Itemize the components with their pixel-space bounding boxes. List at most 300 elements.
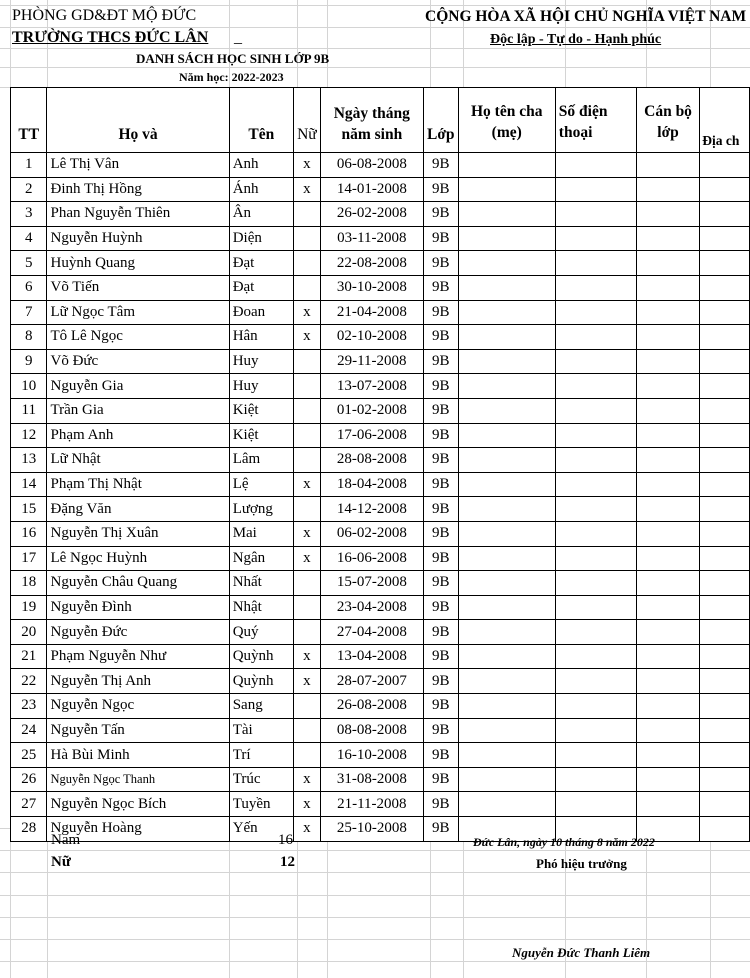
cell-tt[interactable]: 23 xyxy=(11,694,47,719)
cell-nu[interactable]: x xyxy=(294,767,321,792)
cell-lop[interactable]: 9B xyxy=(423,448,458,473)
cell-dob[interactable]: 25-10-2008 xyxy=(320,817,423,842)
cell-nu[interactable] xyxy=(294,595,321,620)
cell-addr[interactable] xyxy=(700,177,750,202)
cell-nu[interactable] xyxy=(294,226,321,251)
cell-cadre[interactable] xyxy=(636,153,699,178)
cell-dob[interactable]: 28-07-2007 xyxy=(320,669,423,694)
cell-lop[interactable]: 9B xyxy=(423,595,458,620)
cell-cadre[interactable] xyxy=(636,644,699,669)
cell-nu[interactable] xyxy=(294,423,321,448)
cell-lop[interactable]: 9B xyxy=(423,792,458,817)
cell-lop[interactable]: 9B xyxy=(423,644,458,669)
cell-tt[interactable]: 17 xyxy=(11,546,47,571)
cell-dob[interactable]: 03-11-2008 xyxy=(320,226,423,251)
cell-nu[interactable]: x xyxy=(294,177,321,202)
cell-tt[interactable]: 14 xyxy=(11,472,47,497)
cell-parent[interactable] xyxy=(458,718,555,743)
cell-ten[interactable]: Trí xyxy=(229,743,293,768)
cell-dob[interactable]: 21-11-2008 xyxy=(320,792,423,817)
cell-parent[interactable] xyxy=(458,275,555,300)
cell-addr[interactable] xyxy=(700,226,750,251)
cell-cadre[interactable] xyxy=(636,718,699,743)
cell-cadre[interactable] xyxy=(636,571,699,596)
cell-addr[interactable] xyxy=(700,275,750,300)
cell-nu[interactable] xyxy=(294,694,321,719)
cell-parent[interactable] xyxy=(458,767,555,792)
cell-nu[interactable] xyxy=(294,620,321,645)
cell-cadre[interactable] xyxy=(636,448,699,473)
cell-phone[interactable] xyxy=(555,153,636,178)
cell-phone[interactable] xyxy=(555,644,636,669)
cell-ten[interactable]: Nhật xyxy=(229,595,293,620)
cell-cadre[interactable] xyxy=(636,743,699,768)
cell-parent[interactable] xyxy=(458,374,555,399)
cell-tt[interactable]: 19 xyxy=(11,595,47,620)
cell-ten[interactable]: Quý xyxy=(229,620,293,645)
cell-ten[interactable]: Quỳnh xyxy=(229,669,293,694)
cell-parent[interactable] xyxy=(458,349,555,374)
summary-nam-count[interactable]: 16 xyxy=(278,832,293,848)
cell-parent[interactable] xyxy=(458,251,555,276)
cell-lop[interactable]: 9B xyxy=(423,398,458,423)
cell-lop[interactable]: 9B xyxy=(423,521,458,546)
cell-ten[interactable]: Yến xyxy=(229,817,293,842)
cell-nu[interactable] xyxy=(294,251,321,276)
cell-ho[interactable]: Lê Ngọc Huỳnh xyxy=(47,546,229,571)
cell-dob[interactable]: 30-10-2008 xyxy=(320,275,423,300)
cell-tt[interactable]: 16 xyxy=(11,521,47,546)
cell-cadre[interactable] xyxy=(636,300,699,325)
cell-dob[interactable]: 17-06-2008 xyxy=(320,423,423,448)
cell-ho[interactable]: Phạm Thị Nhật xyxy=(47,472,229,497)
cell-parent[interactable] xyxy=(458,620,555,645)
cell-lop[interactable]: 9B xyxy=(423,571,458,596)
cell-dob[interactable]: 13-04-2008 xyxy=(320,644,423,669)
cell-cadre[interactable] xyxy=(636,398,699,423)
cell-ten[interactable]: Lượng xyxy=(229,497,293,522)
cell-parent[interactable] xyxy=(458,472,555,497)
cell-phone[interactable] xyxy=(555,275,636,300)
cell-addr[interactable] xyxy=(700,620,750,645)
col-header-cadre[interactable] xyxy=(636,88,699,153)
cell-addr[interactable] xyxy=(700,251,750,276)
school-name[interactable]: TRƯỜNG THCS ĐỨC LÂN xyxy=(12,29,209,46)
cell-parent[interactable] xyxy=(458,571,555,596)
cell-ten[interactable]: Tuyền xyxy=(229,792,293,817)
cell-lop[interactable]: 9B xyxy=(423,620,458,645)
cell-addr[interactable] xyxy=(700,153,750,178)
cell-lop[interactable]: 9B xyxy=(423,472,458,497)
cell-tt[interactable]: 6 xyxy=(11,275,47,300)
cell-ho[interactable]: Phan Nguyễn Thiên xyxy=(47,202,229,227)
cell-nu[interactable] xyxy=(294,448,321,473)
cell-cadre[interactable] xyxy=(636,669,699,694)
cell-dob[interactable]: 06-08-2008 xyxy=(320,153,423,178)
cell-ho[interactable]: Lữ Ngọc Tâm xyxy=(47,300,229,325)
cell-nu[interactable]: x xyxy=(294,153,321,178)
cell-dob[interactable]: 08-08-2008 xyxy=(320,718,423,743)
cell-ten[interactable]: Trúc xyxy=(229,767,293,792)
cell-dob[interactable]: 16-06-2008 xyxy=(320,546,423,571)
cell-tt[interactable]: 12 xyxy=(11,423,47,448)
cell-cadre[interactable] xyxy=(636,497,699,522)
cell-dob[interactable]: 13-07-2008 xyxy=(320,374,423,399)
cell-ten[interactable]: Anh xyxy=(229,153,293,178)
cell-tt[interactable]: 8 xyxy=(11,325,47,350)
col-header-ten[interactable]: Tên xyxy=(229,88,293,153)
cell-addr[interactable] xyxy=(700,521,750,546)
cell-nu[interactable] xyxy=(294,349,321,374)
cell-ho[interactable]: Hà Bùi Minh xyxy=(47,743,229,768)
cell-phone[interactable] xyxy=(555,251,636,276)
cell-tt[interactable]: 9 xyxy=(11,349,47,374)
cell-phone[interactable] xyxy=(555,300,636,325)
cell-lop[interactable]: 9B xyxy=(423,546,458,571)
cell-ho[interactable]: Nguyễn Đình xyxy=(47,595,229,620)
col-header-tt[interactable]: TT xyxy=(11,88,47,153)
cell-ho[interactable]: Tô Lê Ngọc xyxy=(47,325,229,350)
cell-ten[interactable]: Ngân xyxy=(229,546,293,571)
cell-cadre[interactable] xyxy=(636,694,699,719)
cell-dob[interactable]: 26-08-2008 xyxy=(320,694,423,719)
cell-nu[interactable] xyxy=(294,202,321,227)
cell-cadre[interactable] xyxy=(636,423,699,448)
col-header-phone[interactable] xyxy=(555,88,636,153)
cell-tt[interactable]: 4 xyxy=(11,226,47,251)
cell-cadre[interactable] xyxy=(636,374,699,399)
cell-cadre[interactable] xyxy=(636,349,699,374)
cell-phone[interactable] xyxy=(555,202,636,227)
summary-nu-count[interactable]: 12 xyxy=(280,854,295,870)
cell-parent[interactable] xyxy=(458,448,555,473)
cell-dob[interactable]: 01-02-2008 xyxy=(320,398,423,423)
cell-nu[interactable]: x xyxy=(294,521,321,546)
cell-ten[interactable]: Lệ xyxy=(229,472,293,497)
cell-tt[interactable]: 1 xyxy=(11,153,47,178)
cell-parent[interactable] xyxy=(458,423,555,448)
cell-tt[interactable]: 26 xyxy=(11,767,47,792)
cell-addr[interactable] xyxy=(700,792,750,817)
cell-lop[interactable]: 9B xyxy=(423,767,458,792)
cell-lop[interactable]: 9B xyxy=(423,743,458,768)
cell-nu[interactable] xyxy=(294,398,321,423)
cell-phone[interactable] xyxy=(555,325,636,350)
cell-ten[interactable]: Quỳnh xyxy=(229,644,293,669)
cell-lop[interactable]: 9B xyxy=(423,497,458,522)
cell-lop[interactable]: 9B xyxy=(423,177,458,202)
cell-ho[interactable]: Lữ Nhật xyxy=(47,448,229,473)
cell-ten[interactable]: Huy xyxy=(229,349,293,374)
cell-phone[interactable] xyxy=(555,669,636,694)
cell-parent[interactable] xyxy=(458,226,555,251)
cell-cadre[interactable] xyxy=(636,202,699,227)
cell-phone[interactable] xyxy=(555,423,636,448)
cell-addr[interactable] xyxy=(700,448,750,473)
cell-tt[interactable]: 28 xyxy=(11,817,47,842)
cell-dob[interactable]: 27-04-2008 xyxy=(320,620,423,645)
cell-dob[interactable]: 22-08-2008 xyxy=(320,251,423,276)
cell-phone[interactable] xyxy=(555,349,636,374)
cell-tt[interactable]: 24 xyxy=(11,718,47,743)
cell-phone[interactable] xyxy=(555,792,636,817)
cell-cadre[interactable] xyxy=(636,177,699,202)
cell-dob[interactable]: 02-10-2008 xyxy=(320,325,423,350)
cell-phone[interactable] xyxy=(555,546,636,571)
cell-tt[interactable]: 10 xyxy=(11,374,47,399)
cell-cadre[interactable] xyxy=(636,767,699,792)
school-year[interactable]: Năm học: 2022-2023 xyxy=(179,70,284,84)
cell-tt[interactable]: 5 xyxy=(11,251,47,276)
cell-parent[interactable] xyxy=(458,398,555,423)
cell-ten[interactable]: Tài xyxy=(229,718,293,743)
cell-cadre[interactable] xyxy=(636,546,699,571)
cell-ten[interactable]: Huy xyxy=(229,374,293,399)
cell-ho[interactable]: Trần Gia xyxy=(47,398,229,423)
cell-addr[interactable] xyxy=(700,398,750,423)
cell-cadre[interactable] xyxy=(636,620,699,645)
cell-ten[interactable]: Đạt xyxy=(229,251,293,276)
cell-nu[interactable] xyxy=(294,374,321,399)
cell-nu[interactable]: x xyxy=(294,817,321,842)
cell-addr[interactable] xyxy=(700,571,750,596)
cell-ho[interactable]: Võ Tiến xyxy=(47,275,229,300)
cell-tt[interactable]: 27 xyxy=(11,792,47,817)
cell-ho[interactable]: Nguyễn Đức xyxy=(47,620,229,645)
cell-addr[interactable] xyxy=(700,817,750,842)
cell-lop[interactable]: 9B xyxy=(423,374,458,399)
cell-phone[interactable] xyxy=(555,472,636,497)
cell-cadre[interactable] xyxy=(636,521,699,546)
cell-nu[interactable]: x xyxy=(294,669,321,694)
cell-addr[interactable] xyxy=(700,546,750,571)
cell-parent[interactable] xyxy=(458,546,555,571)
cell-ho[interactable]: Lê Thị Vân xyxy=(47,153,229,178)
cell-addr[interactable] xyxy=(700,644,750,669)
cell-ho[interactable]: Nguyễn Huỳnh xyxy=(47,226,229,251)
cell-dob[interactable]: 28-08-2008 xyxy=(320,448,423,473)
cell-lop[interactable]: 9B xyxy=(423,349,458,374)
col-header-ho[interactable]: Họ và xyxy=(47,88,229,153)
cell-ten[interactable]: Đạt xyxy=(229,275,293,300)
cell-phone[interactable] xyxy=(555,694,636,719)
cell-dob[interactable]: 16-10-2008 xyxy=(320,743,423,768)
col-header-parent[interactable] xyxy=(458,88,555,153)
cell-tt[interactable]: 21 xyxy=(11,644,47,669)
cell-parent[interactable] xyxy=(458,694,555,719)
cell-phone[interactable] xyxy=(555,743,636,768)
cell-addr[interactable] xyxy=(700,423,750,448)
cell-ho[interactable]: Đinh Thị Hồng xyxy=(47,177,229,202)
cell-lop[interactable]: 9B xyxy=(423,202,458,227)
cell-ten[interactable]: Kiệt xyxy=(229,423,293,448)
signature-role[interactable]: Phó hiệu trưởng xyxy=(536,856,627,871)
cell-phone[interactable] xyxy=(555,521,636,546)
cell-ten[interactable]: Ân xyxy=(229,202,293,227)
cell-lop[interactable]: 9B xyxy=(423,423,458,448)
cell-lop[interactable]: 9B xyxy=(423,669,458,694)
cell-lop[interactable]: 9B xyxy=(423,153,458,178)
cell-phone[interactable] xyxy=(555,767,636,792)
cell-cadre[interactable] xyxy=(636,275,699,300)
cell-nu[interactable]: x xyxy=(294,792,321,817)
cell-tt[interactable]: 22 xyxy=(11,669,47,694)
cell-ho[interactable]: Phạm Anh xyxy=(47,423,229,448)
cell-tt[interactable]: 2 xyxy=(11,177,47,202)
cell-cadre[interactable] xyxy=(636,325,699,350)
cell-tt[interactable]: 18 xyxy=(11,571,47,596)
cell-ten[interactable]: Đoan xyxy=(229,300,293,325)
cell-parent[interactable] xyxy=(458,325,555,350)
cell-parent[interactable] xyxy=(458,153,555,178)
cell-nu[interactable] xyxy=(294,743,321,768)
cell-ho[interactable]: Nguyễn Tấn xyxy=(47,718,229,743)
cell-addr[interactable] xyxy=(700,694,750,719)
cell-lop[interactable]: 9B xyxy=(423,275,458,300)
cell-dob[interactable]: 14-01-2008 xyxy=(320,177,423,202)
signature-date[interactable]: Đức Lân, ngày 10 tháng 8 năm 2022 xyxy=(473,835,655,849)
cell-ten[interactable]: Sang xyxy=(229,694,293,719)
cell-dob[interactable]: 18-04-2008 xyxy=(320,472,423,497)
cell-ten[interactable]: Ánh xyxy=(229,177,293,202)
cell-tt[interactable]: 11 xyxy=(11,398,47,423)
cell-addr[interactable] xyxy=(700,202,750,227)
cell-addr[interactable] xyxy=(700,767,750,792)
cell-ten[interactable]: Lâm xyxy=(229,448,293,473)
cell-ten[interactable]: Kiệt xyxy=(229,398,293,423)
cell-phone[interactable] xyxy=(555,226,636,251)
cell-parent[interactable] xyxy=(458,669,555,694)
cell-phone[interactable] xyxy=(555,374,636,399)
cell-dob[interactable]: 14-12-2008 xyxy=(320,497,423,522)
cell-phone[interactable] xyxy=(555,448,636,473)
cell-lop[interactable]: 9B xyxy=(423,817,458,842)
cell-dob[interactable]: 26-02-2008 xyxy=(320,202,423,227)
list-title[interactable]: DANH SÁCH HỌC SINH LỚP 9B xyxy=(136,51,330,66)
cell-phone[interactable] xyxy=(555,571,636,596)
cell-dob[interactable]: 15-07-2008 xyxy=(320,571,423,596)
cell-nu[interactable]: x xyxy=(294,472,321,497)
cell-ho[interactable]: Nguyễn Gia xyxy=(47,374,229,399)
cell-lop[interactable]: 9B xyxy=(423,718,458,743)
cell-addr[interactable] xyxy=(700,325,750,350)
cell-ho[interactable]: Nguyễn Châu Quang xyxy=(47,571,229,596)
cell-phone[interactable] xyxy=(555,398,636,423)
cell-ho[interactable]: Nguyễn Ngọc xyxy=(47,694,229,719)
cell-phone[interactable] xyxy=(555,177,636,202)
col-header-addr[interactable]: Địa ch xyxy=(700,88,750,153)
cell-ho[interactable]: Nguyễn Thị Xuân xyxy=(47,521,229,546)
cell-addr[interactable] xyxy=(700,300,750,325)
cell-parent[interactable] xyxy=(458,743,555,768)
cell-nu[interactable]: x xyxy=(294,300,321,325)
cell-nu[interactable] xyxy=(294,275,321,300)
cell-cadre[interactable] xyxy=(636,251,699,276)
country-name[interactable]: CỘNG HÒA XÃ HỘI CHỦ NGHĨA VIỆT NAM xyxy=(425,8,747,25)
cell-ho[interactable]: Phạm Nguyễn Như xyxy=(47,644,229,669)
col-header-lop[interactable]: Lớp xyxy=(423,88,458,153)
cell-parent[interactable] xyxy=(458,644,555,669)
cell-cadre[interactable] xyxy=(636,792,699,817)
cell-tt[interactable]: 20 xyxy=(11,620,47,645)
cell-parent[interactable] xyxy=(458,792,555,817)
cell-phone[interactable] xyxy=(555,595,636,620)
cell-tt[interactable]: 3 xyxy=(11,202,47,227)
cell-addr[interactable] xyxy=(700,374,750,399)
cell-phone[interactable] xyxy=(555,620,636,645)
cell-nu[interactable]: x xyxy=(294,325,321,350)
cell-tt[interactable]: 13 xyxy=(11,448,47,473)
cell-lop[interactable]: 9B xyxy=(423,226,458,251)
cell-ho[interactable]: Nguyễn Ngọc Thanh xyxy=(47,767,229,792)
cell-ho[interactable]: Nguyễn Thị Anh xyxy=(47,669,229,694)
cell-ho[interactable]: Nguyễn Ngọc Bích xyxy=(47,792,229,817)
cell-parent[interactable] xyxy=(458,497,555,522)
cell-tt[interactable]: 25 xyxy=(11,743,47,768)
cell-dob[interactable]: 23-04-2008 xyxy=(320,595,423,620)
cell-cadre[interactable] xyxy=(636,595,699,620)
col-header-nu[interactable]: Nữ xyxy=(294,88,321,153)
cell-addr[interactable] xyxy=(700,718,750,743)
cell-ho[interactable]: Huỳnh Quang xyxy=(47,251,229,276)
cell-dob[interactable]: 21-04-2008 xyxy=(320,300,423,325)
cell-lop[interactable]: 9B xyxy=(423,694,458,719)
cell-dob[interactable]: 31-08-2008 xyxy=(320,767,423,792)
cell-lop[interactable]: 9B xyxy=(423,325,458,350)
cell-addr[interactable] xyxy=(700,669,750,694)
signature-name[interactable]: Nguyễn Đức Thanh Liêm xyxy=(512,945,651,960)
cell-parent[interactable] xyxy=(458,202,555,227)
dept-name[interactable]: PHÒNG GD&ĐT MỘ ĐỨC xyxy=(12,7,197,24)
cell-nu[interactable]: x xyxy=(294,546,321,571)
cell-lop[interactable]: 9B xyxy=(423,300,458,325)
cell-parent[interactable] xyxy=(458,521,555,546)
col-header-dob[interactable] xyxy=(320,88,423,153)
cell-ten[interactable]: Mai xyxy=(229,521,293,546)
cell-cadre[interactable] xyxy=(636,472,699,497)
cell-tt[interactable]: 7 xyxy=(11,300,47,325)
cell-parent[interactable] xyxy=(458,300,555,325)
cell-ten[interactable]: Diện xyxy=(229,226,293,251)
cell-nu[interactable]: x xyxy=(294,644,321,669)
cell-addr[interactable] xyxy=(700,497,750,522)
cell-ten[interactable]: Hân xyxy=(229,325,293,350)
cell-ho[interactable]: Võ Đức xyxy=(47,349,229,374)
cell-tt[interactable]: 15 xyxy=(11,497,47,522)
cell-phone[interactable] xyxy=(555,497,636,522)
cell-cadre[interactable] xyxy=(636,226,699,251)
cell-dob[interactable]: 29-11-2008 xyxy=(320,349,423,374)
cell-nu[interactable] xyxy=(294,718,321,743)
cell-addr[interactable] xyxy=(700,349,750,374)
cell-nu[interactable] xyxy=(294,571,321,596)
cell-nu[interactable] xyxy=(294,497,321,522)
cell-addr[interactable] xyxy=(700,472,750,497)
cell-lop[interactable]: 9B xyxy=(423,251,458,276)
cell-addr[interactable] xyxy=(700,743,750,768)
cell-dob[interactable]: 06-02-2008 xyxy=(320,521,423,546)
cell-parent[interactable] xyxy=(458,595,555,620)
cell-ho[interactable]: Nguyễn Hoàng xyxy=(47,817,229,842)
cell-phone[interactable] xyxy=(555,718,636,743)
cell-ten[interactable]: Nhất xyxy=(229,571,293,596)
cell-ho[interactable]: Đặng Văn xyxy=(47,497,229,522)
cell-parent[interactable] xyxy=(458,177,555,202)
motto[interactable]: Độc lập - Tự do - Hạnh phúc xyxy=(490,32,662,47)
cell-addr[interactable] xyxy=(700,595,750,620)
summary-nam-label[interactable]: Nam xyxy=(51,832,81,848)
summary-nu-label[interactable]: Nữ xyxy=(51,854,71,870)
